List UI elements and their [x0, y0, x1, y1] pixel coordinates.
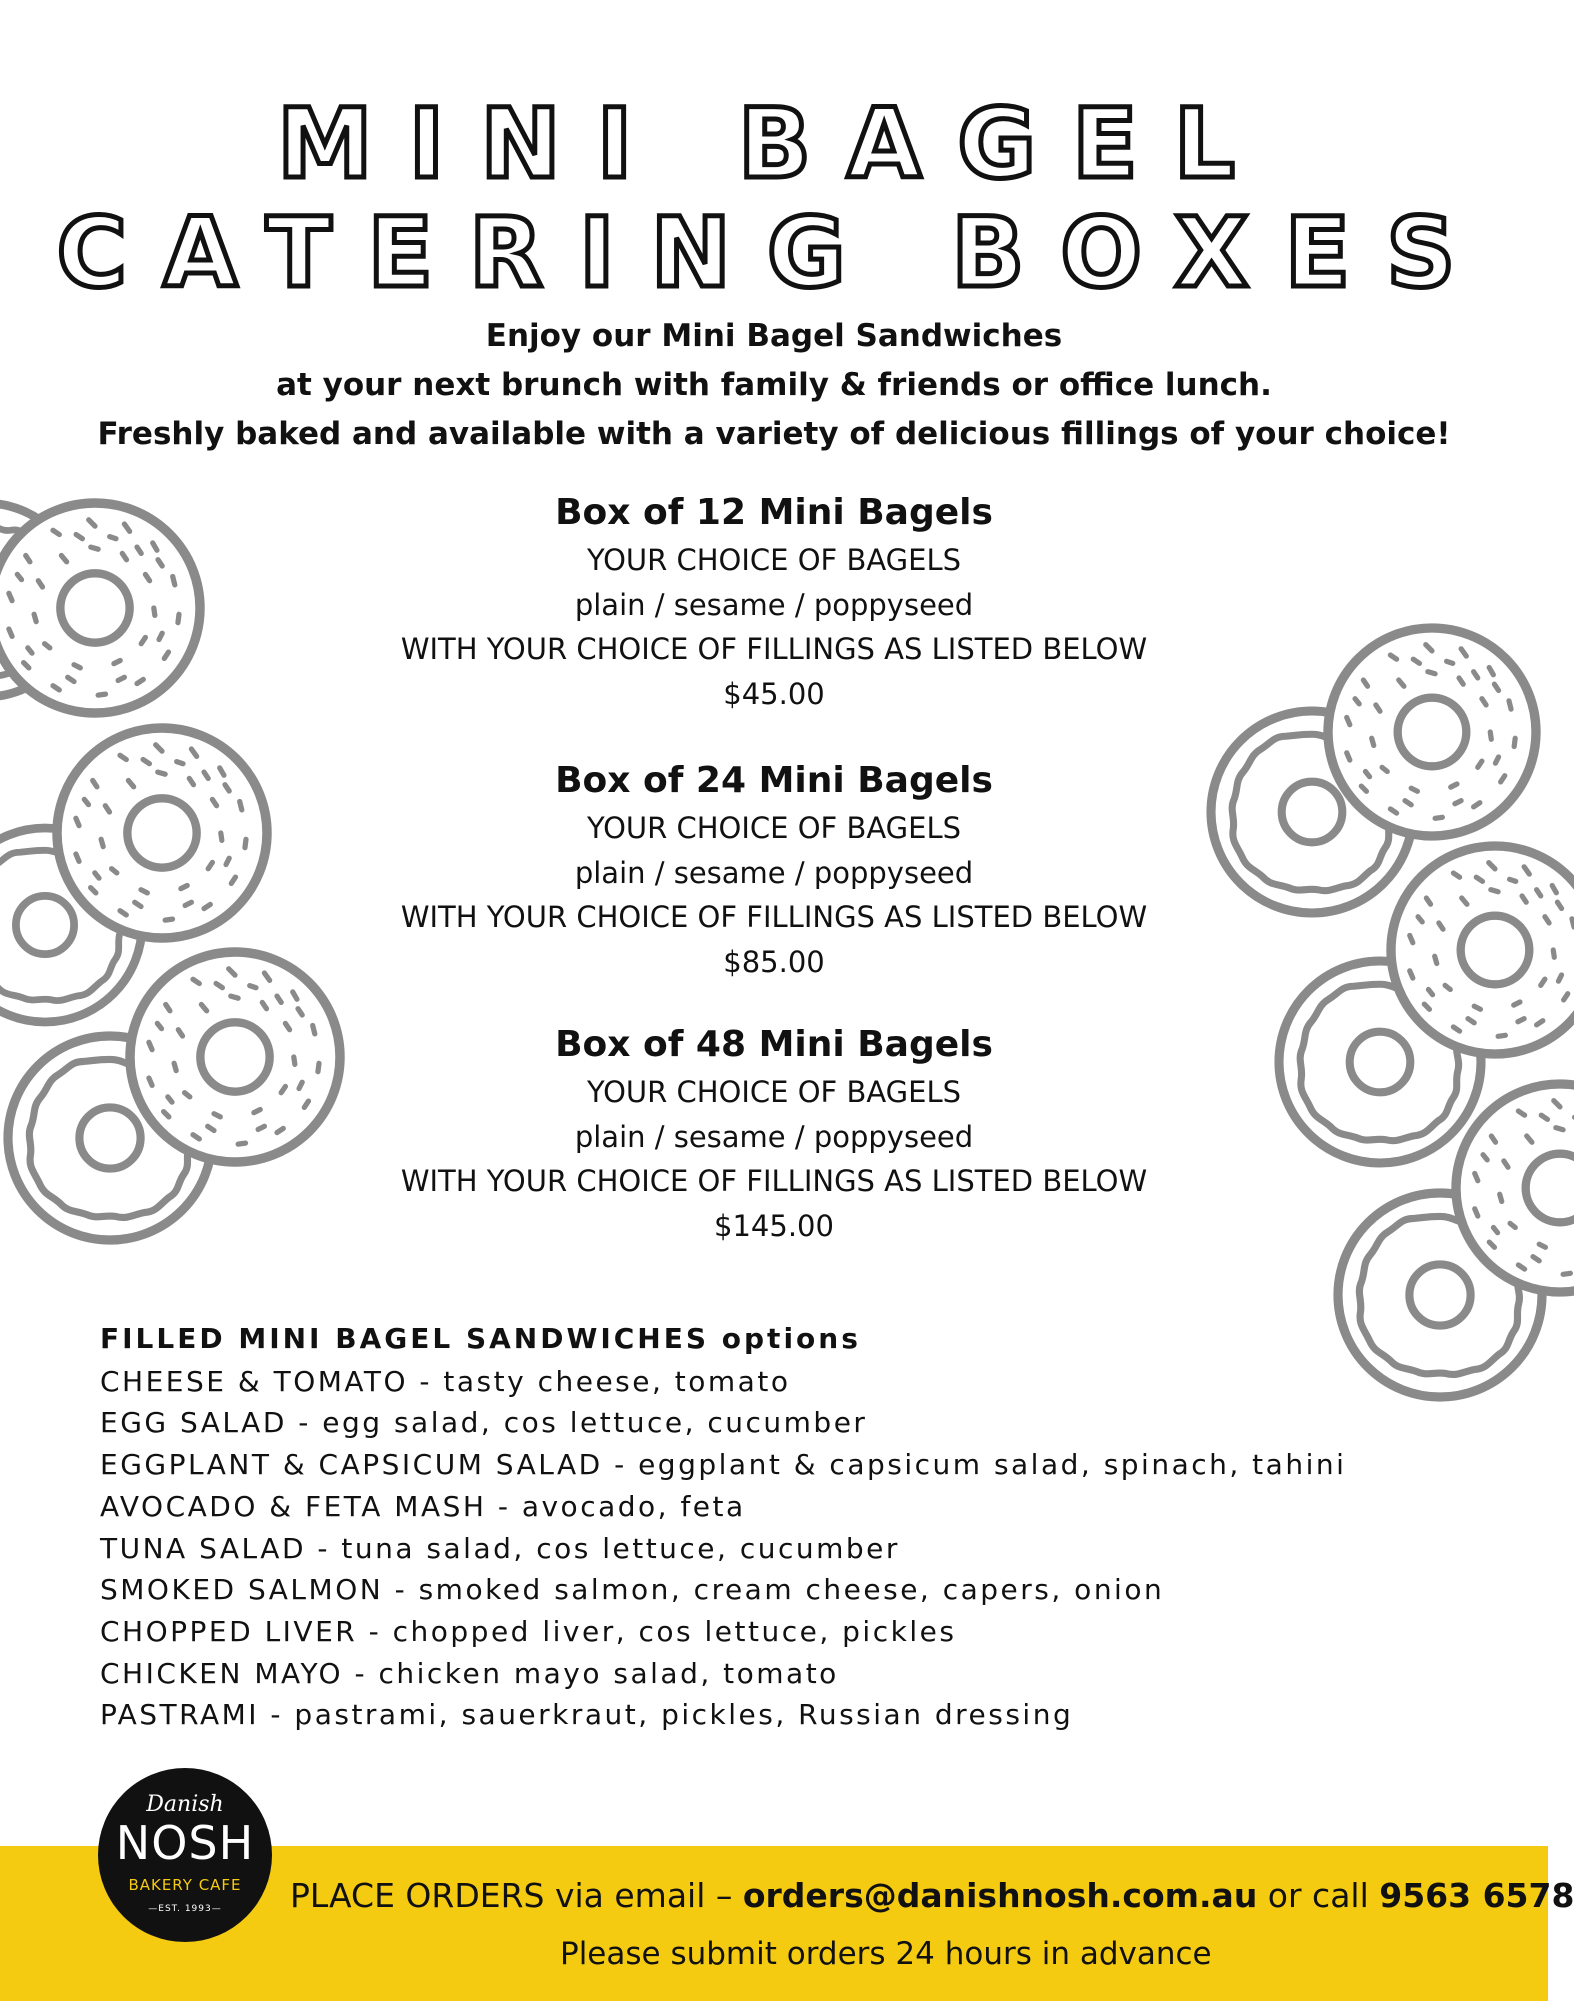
box-choice: YOUR CHOICE OF BAGELS [586, 811, 962, 845]
box-choice: YOUR CHOICE OF BAGELS [586, 1075, 962, 1109]
filling-item: EGGPLANT & CAPSICUM SALAD - eggplant & capsicum salad, spinach, tahini [100, 1448, 1347, 1482]
order-email-link[interactable]: orders@danishnosh.com.au [742, 1876, 1258, 1915]
box-bagel-types: plain / sesame / poppyseed [574, 855, 974, 890]
box-title: Box of 48 Mini Bagels [555, 1024, 993, 1065]
filling-item: AVOCADO & FETA MASH - avocado, feta [100, 1489, 746, 1523]
box-24-section [300, 756, 1248, 984]
fillings-list [100, 1318, 1500, 1736]
box-price: $145.00 [714, 1208, 834, 1243]
box-price: $85.00 [723, 944, 825, 979]
intro-line: at your next brunch with family & friends or office lunch. [276, 367, 1272, 403]
filling-item: EGG SALAD - egg salad, cos lettuce, cucumber [100, 1406, 868, 1440]
filling-item: CHICKEN MAYO - chicken mayo salad, tomato [100, 1656, 839, 1690]
logo-script-text: Danish [146, 1792, 224, 1817]
filling-item: CHOPPED LIVER - chopped liver, cos lettuce, pickles [100, 1614, 957, 1648]
order-info-line [290, 1876, 1574, 1915]
fillings-heading-suffix: options [721, 1322, 861, 1355]
box-12-section [300, 488, 1248, 716]
box-fillings-note: WITH YOUR CHOICE OF FILLINGS AS LISTED BELOW [400, 1164, 1148, 1198]
fillings-heading [100, 1318, 1500, 1360]
filling-item: PASTRAMI - pastrami, sauerkraut, pickles, Russian dressing [100, 1698, 1074, 1732]
intro-line: Enjoy our Mini Bagel Sandwiches [485, 318, 1063, 354]
order-advance-note: Please submit orders 24 hours in advance [560, 1936, 1212, 1972]
box-price: $45.00 [723, 676, 825, 711]
box-bagel-types: plain / sesame / poppyseed [574, 1119, 974, 1154]
logo-subtitle: BAKERY CAFE [128, 1876, 242, 1894]
filling-item: CHEESE & TOMATO - tasty cheese, tomato [100, 1364, 791, 1398]
box-48-section [300, 1020, 1248, 1248]
danish-nosh-logo [98, 1768, 272, 1942]
fillings-heading-main: FILLED MINI BAGEL SANDWICHES [100, 1322, 710, 1355]
via-email-label: via email – [544, 1876, 743, 1915]
place-orders-label: PLACE ORDERS [290, 1876, 545, 1915]
box-title: Box of 24 Mini Bagels [555, 760, 993, 801]
intro-line: Freshly baked and available with a variety of delicious fillings of your choice! [97, 416, 1451, 452]
or-call-label: or call [1257, 1876, 1380, 1915]
filling-item: TUNA SALAD - tuna salad, cos lettuce, cucumber [100, 1531, 900, 1565]
box-fillings-note: WITH YOUR CHOICE OF FILLINGS AS LISTED BELOW [400, 900, 1148, 934]
filling-item: SMOKED SALMON - smoked salmon, cream cheese, capers, onion [100, 1573, 1165, 1607]
logo-name: NOSH [115, 1816, 255, 1870]
page-title-line-1: MINI BAGEL [277, 88, 1271, 200]
order-phone-number[interactable]: 9563 6578 [1379, 1876, 1574, 1915]
box-title: Box of 12 Mini Bagels [555, 492, 993, 533]
intro-text [0, 312, 1548, 459]
page-title-line-2: CATERING BOXES [56, 197, 1492, 309]
logo-established: —EST. 1993— [148, 1904, 222, 1914]
box-choice: YOUR CHOICE OF BAGELS [586, 543, 962, 577]
box-fillings-note: WITH YOUR CHOICE OF FILLINGS AS LISTED BELOW [400, 632, 1148, 666]
box-bagel-types: plain / sesame / poppyseed [574, 587, 974, 622]
